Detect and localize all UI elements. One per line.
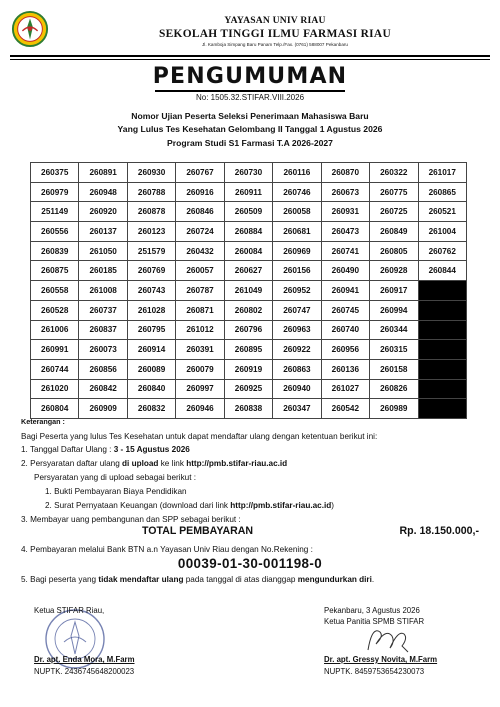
exam-number-cell: 260741: [321, 241, 369, 261]
exam-number-cell: 260473: [321, 222, 369, 242]
exam-number-cell: 251579: [127, 241, 175, 261]
blank-cell: [418, 359, 467, 379]
exam-number-cell: 261020: [31, 379, 79, 399]
exam-number-cell: 260724: [176, 222, 224, 242]
exam-number-cell: 260762: [418, 241, 467, 261]
exam-number-cell: 260347: [273, 399, 321, 419]
exam-number-cell: 260865: [418, 182, 467, 202]
exam-number-cell: 260839: [31, 241, 79, 261]
exam-number-cell: 260084: [224, 241, 272, 261]
blank-cell: [418, 281, 467, 301]
exam-number-cell: 260941: [321, 281, 369, 301]
exam-number-cell: 260747: [273, 300, 321, 320]
left-signer-title: Ketua STIFAR Riau,: [34, 606, 105, 615]
announcement-title: PENGUMUMAN: [152, 64, 348, 89]
exam-number-cell: 260952: [273, 281, 321, 301]
exam-number-cell: 260725: [370, 202, 418, 222]
exam-number-cell: 261050: [79, 241, 127, 261]
exam-number-cell: 260185: [79, 261, 127, 281]
exam-number-cell: 260137: [79, 222, 127, 242]
exam-number-cell: 260871: [176, 300, 224, 320]
exam-number-cell: 260846: [176, 202, 224, 222]
exam-number-cell: 260805: [370, 241, 418, 261]
exam-number-cell: 260123: [127, 222, 175, 242]
exam-number-cell: 260946: [176, 399, 224, 419]
exam-number-cell: 260922: [273, 340, 321, 360]
exam-number-cell: 260796: [224, 320, 272, 340]
exam-number-cell: 260989: [370, 399, 418, 419]
place-date: Pekanbaru, 3 Agustus 2026: [324, 606, 420, 615]
table-row: [31, 340, 467, 360]
table-row: [31, 182, 467, 202]
exam-number-cell: 260911: [224, 182, 272, 202]
exam-number-cell: 260558: [31, 281, 79, 301]
exam-number-cell: 260842: [79, 379, 127, 399]
header-rule-thin: [10, 59, 490, 60]
table-row: [31, 300, 467, 320]
note-2-link[interactable]: http://pmb.stifar-riau.ac.id: [186, 459, 288, 468]
exam-number-cell: 260994: [370, 300, 418, 320]
exam-number-cell: 260746: [273, 182, 321, 202]
school-name: SEKOLAH TINGGI ILMU FARMASI RIAU: [159, 28, 391, 40]
exam-number-cell: 260391: [176, 340, 224, 360]
blank-cell: [418, 399, 467, 419]
total-value: Rp. 18.150.000,-: [399, 525, 479, 537]
exam-number-cell: 260490: [321, 261, 369, 281]
note-2-sub: Persyaratan yang di upload sebagai berikut :: [34, 473, 197, 482]
exam-number-cell: 260767: [176, 163, 224, 183]
exam-number-cell: 260315: [370, 340, 418, 360]
note-5-end: .: [371, 575, 375, 584]
handwritten-signature-icon: [362, 622, 412, 656]
exam-number-cell: 261006: [31, 320, 79, 340]
exam-number-cell: 260917: [370, 281, 418, 301]
exam-number-cell: 261028: [127, 300, 175, 320]
blank-cell: [418, 379, 467, 399]
exam-number-cell: 260940: [273, 379, 321, 399]
exam-number-cell: 261049: [224, 281, 272, 301]
exam-number-cell: 260116: [273, 163, 321, 183]
exam-number-cell: 260158: [370, 359, 418, 379]
note-1-text: 1. Tanggal Daftar Ulang :: [21, 445, 114, 454]
exam-number-cell: 260878: [127, 202, 175, 222]
table-row: [31, 222, 467, 242]
exam-number-cell: 260375: [31, 163, 79, 183]
exam-number-cell: 260979: [31, 182, 79, 202]
total-label: TOTAL PEMBAYARAN: [142, 525, 254, 537]
college-logo-icon: [11, 10, 49, 48]
exam-number-cell: 260058: [273, 202, 321, 222]
heading-line: Nomor Ujian Peserta Seleksi Penerimaan Mahasiswa Baru: [131, 111, 369, 121]
exam-number-cell: 260875: [31, 261, 79, 281]
exam-number-cell: 260916: [176, 182, 224, 202]
note-2-item-b-end: ): [331, 501, 334, 510]
exam-number-cell: 260870: [321, 163, 369, 183]
school-address: Jl. Kamboja Simpang Baru Panam Telp./Fax. (0761) 588007 Pekanbaru: [202, 42, 348, 47]
left-signer-name: Dr. apt. Enda Mora, M.Farm: [34, 655, 135, 664]
exam-number-cell: 260156: [273, 261, 321, 281]
table-row: [31, 281, 467, 301]
table-row: [31, 320, 467, 340]
note-5: [21, 575, 374, 584]
exam-number-cell: 260788: [127, 182, 175, 202]
table-row: [31, 241, 467, 261]
exam-number-cell: 260073: [79, 340, 127, 360]
exam-number-cell: 261008: [79, 281, 127, 301]
heading-line: Program Studi S1 Farmasi T.A 2026-2027: [167, 137, 333, 148]
exam-number-cell: 260969: [273, 241, 321, 261]
exam-number-cell: 260956: [321, 340, 369, 360]
exam-number-cell: 260920: [79, 202, 127, 222]
exam-number-cell: 260930: [127, 163, 175, 183]
letterhead: [60, 15, 490, 49]
notes-intro: Bagi Peserta yang lulus Tes Kesehatan untuk dapat mendaftar ulang dengan ketentuan berikut ini:: [21, 432, 378, 441]
exam-number-cell: 261004: [418, 222, 467, 242]
notes-label: Keterangan :: [21, 417, 65, 426]
note-2-text: 2. Persyaratan daftar ulang: [21, 459, 123, 468]
exam-number-cell: 260909: [79, 399, 127, 419]
note-2-item-a: 1. Bukti Pembayaran Biaya Pendidikan: [45, 487, 187, 496]
exam-number-cell: 260737: [79, 300, 127, 320]
note-3: 3. Membayar uang pembangunan dan SPP sebagai berikut :: [21, 515, 241, 524]
exam-number-cell: 260849: [370, 222, 418, 242]
exam-number-cell: 251149: [31, 202, 79, 222]
exam-number-cell: 260963: [273, 320, 321, 340]
exam-number-cell: 260089: [127, 359, 175, 379]
exam-number-cell: 260673: [321, 182, 369, 202]
foundation-name: YAYASAN UNIV RIAU: [224, 15, 326, 26]
exam-number-cell: 260681: [273, 222, 321, 242]
note-5-text: 5. Bagi peserta yang: [21, 575, 99, 584]
exam-number-cell: 260914: [127, 340, 175, 360]
exam-number-cell: 260769: [127, 261, 175, 281]
exam-number-cell: 260844: [418, 261, 467, 281]
exam-number-cell: 260919: [224, 359, 272, 379]
exam-number-cell: 260521: [418, 202, 467, 222]
blank-cell: [418, 340, 467, 360]
note-2-item-b-text: 2. Surat Pernyataan Keuangan (download dari link: [45, 501, 231, 510]
exam-number-cell: 260079: [176, 359, 224, 379]
exam-number-cell: 260826: [370, 379, 418, 399]
account-number: 00039-01-30-001198-0: [177, 556, 323, 571]
exam-number-cell: 261017: [418, 163, 467, 183]
exam-number-cell: 260743: [127, 281, 175, 301]
exam-number-cell: 260891: [79, 163, 127, 183]
exam-number-cell: 261012: [176, 320, 224, 340]
exam-number-cell: 260840: [127, 379, 175, 399]
announcement-number: No: 1505.32.STIFAR.VIII.2026: [195, 93, 305, 102]
table-row: [31, 163, 467, 183]
header-rule-thick: [10, 55, 490, 57]
announcement-heading: [0, 110, 500, 150]
exam-number-table: [30, 162, 467, 419]
note-2-item-b-link[interactable]: http://pmb.stifar-riau.ac.id: [230, 501, 332, 510]
exam-number-cell: 260730: [224, 163, 272, 183]
exam-number-cell: 260991: [31, 340, 79, 360]
exam-number-cell: 260542: [321, 399, 369, 419]
exam-number-cell: 260745: [321, 300, 369, 320]
exam-number-cell: 260795: [127, 320, 175, 340]
title-underline: [155, 90, 345, 92]
note-5-not-register: tidak mendaftar ulang: [98, 575, 184, 584]
exam-number-cell: 260804: [31, 399, 79, 419]
right-signer-name: Dr. apt. Gressy Novita, M.Farm: [324, 655, 438, 664]
exam-number-cell: 260136: [321, 359, 369, 379]
exam-number-cell: 260928: [370, 261, 418, 281]
note-4: 4. Pembayaran melalui Bank BTN a.n Yayasan Univ Riau dengan No.Rekening :: [21, 545, 313, 554]
exam-number-cell: 260787: [176, 281, 224, 301]
exam-number-cell: 260802: [224, 300, 272, 320]
table-row: [31, 359, 467, 379]
note-5-withdrawn: mengundurkan diri: [297, 575, 372, 584]
exam-number-cell: 260863: [273, 359, 321, 379]
note-2-mid: ke link: [158, 459, 187, 468]
exam-number-cell: 260925: [224, 379, 272, 399]
note-2-upload: di upload: [122, 459, 159, 468]
blank-cell: [418, 320, 467, 340]
right-signer-title: Ketua Panitia SPMB STIFAR: [324, 617, 425, 626]
exam-number-cell: 260740: [321, 320, 369, 340]
exam-number-cell: 260432: [176, 241, 224, 261]
exam-number-cell: 260344: [370, 320, 418, 340]
exam-number-cell: 260057: [176, 261, 224, 281]
table-row: [31, 261, 467, 281]
exam-number-cell: 260931: [321, 202, 369, 222]
exam-number-cell: 260837: [79, 320, 127, 340]
note-2: [21, 459, 287, 468]
exam-number-cell: 260838: [224, 399, 272, 419]
table-row: [31, 202, 467, 222]
exam-number-cell: 260744: [31, 359, 79, 379]
exam-number-cell: 260997: [176, 379, 224, 399]
exam-number-cell: 260627: [224, 261, 272, 281]
blank-cell: [418, 300, 467, 320]
exam-number-cell: 260528: [31, 300, 79, 320]
exam-number-cell: 260832: [127, 399, 175, 419]
exam-number-cell: 260856: [79, 359, 127, 379]
exam-number-cell: 260509: [224, 202, 272, 222]
exam-number-cell: 261027: [321, 379, 369, 399]
exam-number-cell: 260775: [370, 182, 418, 202]
note-2-item-b: [45, 501, 334, 510]
note-1-dates: 3 - 15 Agustus 2026: [113, 445, 190, 454]
right-signer-id: NUPTK. 8459753654230073: [324, 667, 425, 676]
left-signer-id: NUPTK. 2436745648200023: [34, 667, 135, 676]
exam-number-cell: 260322: [370, 163, 418, 183]
exam-number-cell: 260556: [31, 222, 79, 242]
table-row: [31, 399, 467, 419]
heading-line: Yang Lulus Tes Kesehatan Gelombang II Tanggal 1 Agustus 2026: [117, 124, 383, 135]
exam-number-cell: 260884: [224, 222, 272, 242]
table-row: [31, 379, 467, 399]
exam-number-cell: 260948: [79, 182, 127, 202]
exam-number-cell: 260895: [224, 340, 272, 360]
note-5-mid: pada tanggal di atas dianggap: [183, 575, 298, 584]
note-1: [21, 445, 190, 454]
